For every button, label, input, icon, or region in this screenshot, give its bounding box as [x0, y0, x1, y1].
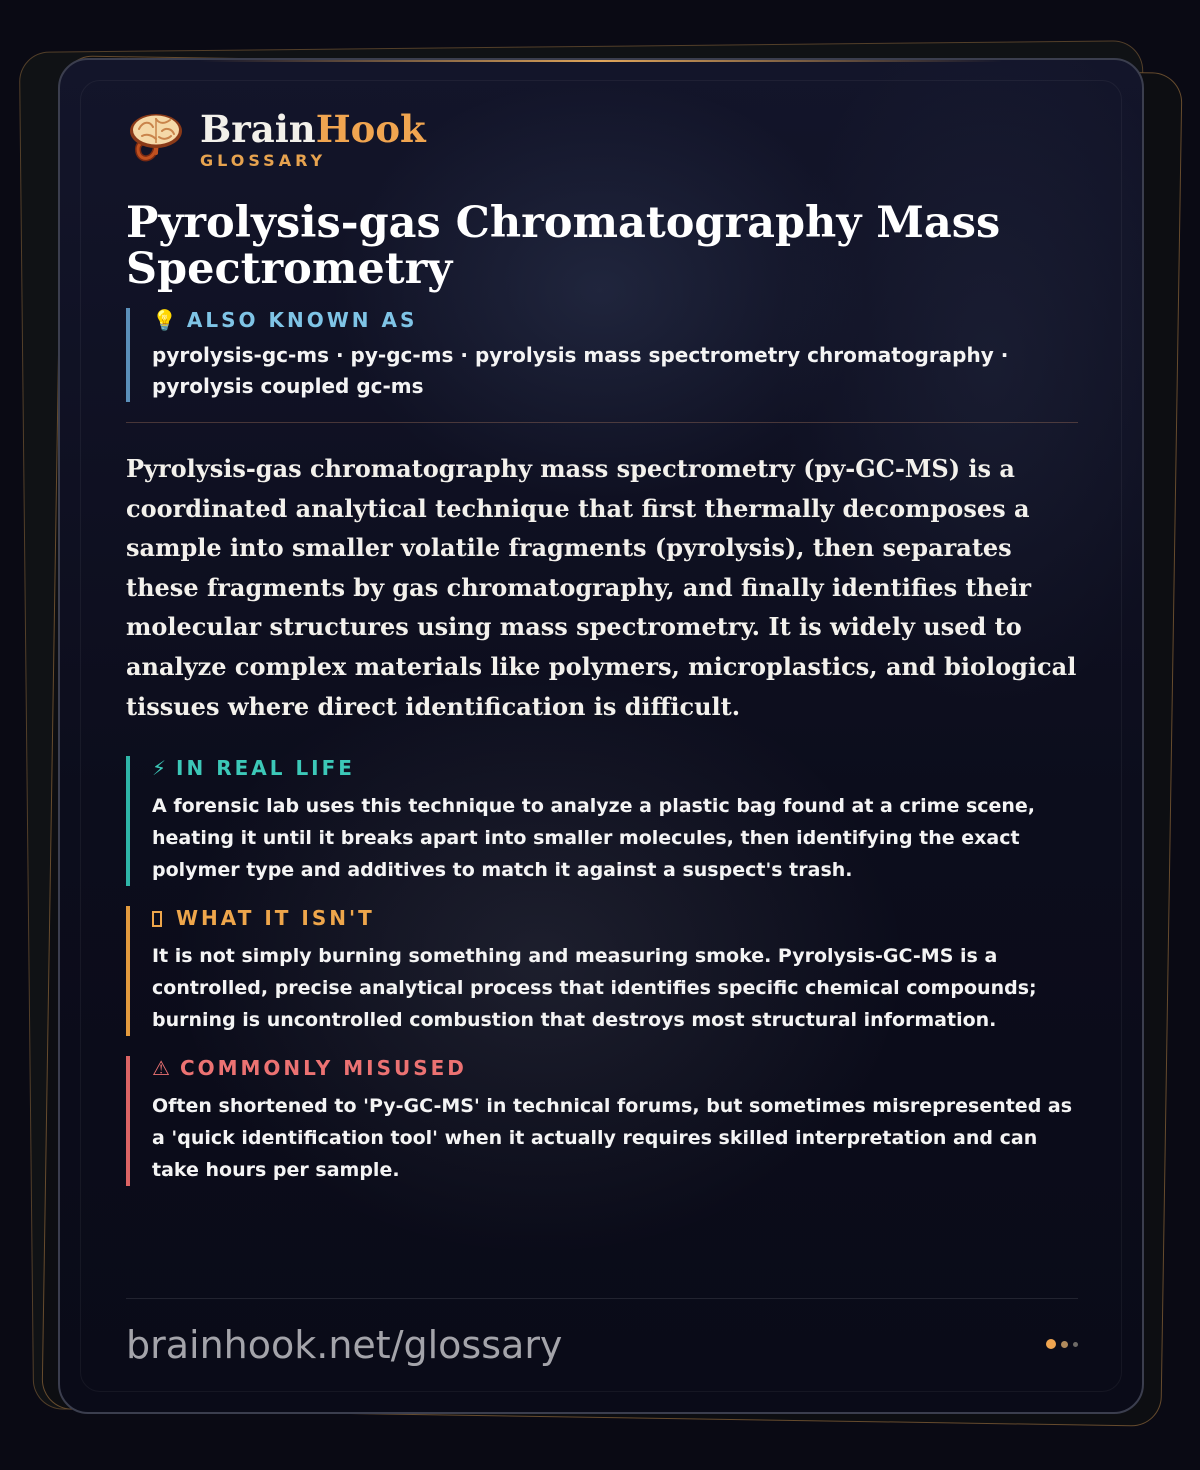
definition-text: Pyrolysis-gas chromatography mass spectrometry (py-GC-MS) is a coordinated analytical technique that first thermally decomposes a sample into smaller volatile fragments (pyrolysis), then separates these fragments by gas chromatography, and finally identifies their molecular structures using mass spectrometry. It is widely used to analyze complex materials like polymers, microplastics, and biological tissues where direct identification is difficult.: [126, 454, 1077, 721]
lightbulb-icon: 💡: [152, 308, 177, 332]
in-real-life-heading-text: IN REAL LIFE: [176, 756, 355, 781]
what-it-isnt-heading: [152, 906, 1078, 930]
lightning-icon: ⚡: [152, 756, 167, 781]
in-real-life-heading: [152, 756, 1078, 780]
pagination-dot: [1061, 1341, 1068, 1348]
footer-url[interactable]: brainhook.net/glossary: [126, 1323, 563, 1367]
pagination-dot-active: [1046, 1339, 1056, 1349]
commonly-misused-heading: [152, 1056, 1078, 1080]
pagination-dot: [1073, 1342, 1078, 1347]
in-real-life-section: [126, 756, 1078, 886]
also-known-as-section: [126, 308, 1078, 402]
divider: [126, 422, 1078, 423]
missing-glyph-icon: [152, 911, 162, 927]
commonly-misused-section: [126, 1056, 1078, 1186]
card-content: [126, 104, 1078, 1186]
commonly-misused-body: Often shortened to 'Py-GC-MS' in technical forums, but sometimes misrepresented as a 'quick identification tool' when it actually requires skilled interpretation and can take hours per sample.: [152, 1095, 1073, 1182]
what-it-isnt-section: [126, 906, 1078, 1036]
commonly-misused-heading-text: COMMONLY MISUSED: [179, 1056, 467, 1081]
in-real-life-body: A forensic lab uses this technique to analyze a plastic bag found at a crime scene, heating it until it breaks apart into smaller molecules, then identifying the exact polymer type and additives to match it against a suspect's trash.: [152, 795, 1036, 882]
what-it-isnt-body: It is not simply burning something and measuring smoke. Pyrolysis-GC-MS is a controlled, precise analytical process that identifies specific chemical compounds; burning is uncontrolled combustion that destroys most structural information.: [152, 945, 1037, 1032]
glossary-card: [58, 58, 1144, 1414]
brain-hook-logo-icon: [126, 109, 186, 169]
warning-icon: ⚠: [152, 1056, 170, 1081]
brand-header: [126, 104, 1078, 174]
also-known-as-heading: [152, 308, 1078, 332]
what-it-isnt-heading-text: WHAT IT ISN'T: [176, 906, 375, 931]
brand-name-brain: Brain: [200, 106, 316, 151]
card-footer: [126, 1298, 1078, 1367]
pagination-dots-icon: [1041, 1339, 1078, 1349]
brand-subtitle: GLOSSARY: [200, 150, 327, 170]
brand-name: [200, 106, 426, 151]
also-known-as-heading-text: ALSO KNOWN AS: [186, 308, 418, 332]
term-title: Pyrolysis-gas Chromatography Mass Spectrometry: [126, 198, 1001, 294]
brand-name-hook: Hook: [315, 106, 426, 151]
also-known-as-list: pyrolysis-gc-ms · py-gc-ms · pyrolysis mass spectrometry chromatography · pyrolysis coupled gc-ms: [152, 343, 1009, 398]
